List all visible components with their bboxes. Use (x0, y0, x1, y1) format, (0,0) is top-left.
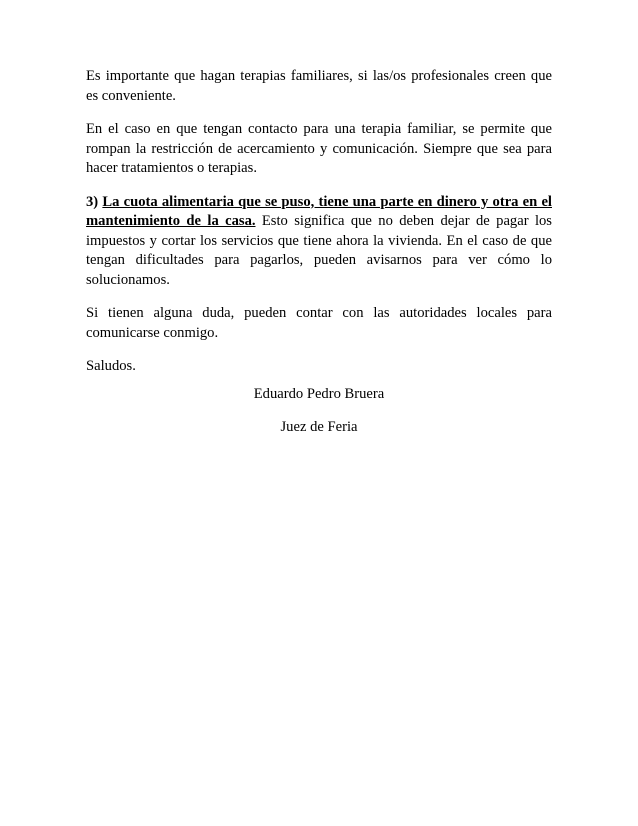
paragraph-contact-exception: En el caso en que tengan contacto para una terapia familiar, se permite que rompan la restricción de acercamiento y comunicación. Siempre que sea para hacer tratamientos o terapias. (86, 121, 552, 176)
alimony-details: Esto significa que no deben dejar de pagar los impuestos y cortar los servicios que tiene ahora la vivienda. En el caso de que tengan dificultades para pagarlos, pueden avisarnos para ver cómo lo solucionamos. (86, 213, 552, 288)
paragraph-doubts: Si tienen alguna duda, pueden contar con las autoridades locales para comunicarse conmigo. (86, 305, 552, 341)
item-number: 3) (86, 193, 99, 210)
signature-name: Eduardo Pedro Bruera (253, 386, 385, 402)
paragraph-alimony (86, 193, 552, 291)
paragraph-therapy: Es importante que hagan terapias familiares, si las/os profesionales creen que es conveniente. (86, 68, 552, 104)
closing-greeting: Saludos. (86, 358, 136, 374)
document-body (86, 67, 552, 391)
alimony-emphasis: La cuota alimentaria que se puso, tiene una parte en dinero y otra en el mantenimiento de la casa. (86, 193, 552, 229)
signature-role: Juez de Feria (280, 419, 358, 435)
